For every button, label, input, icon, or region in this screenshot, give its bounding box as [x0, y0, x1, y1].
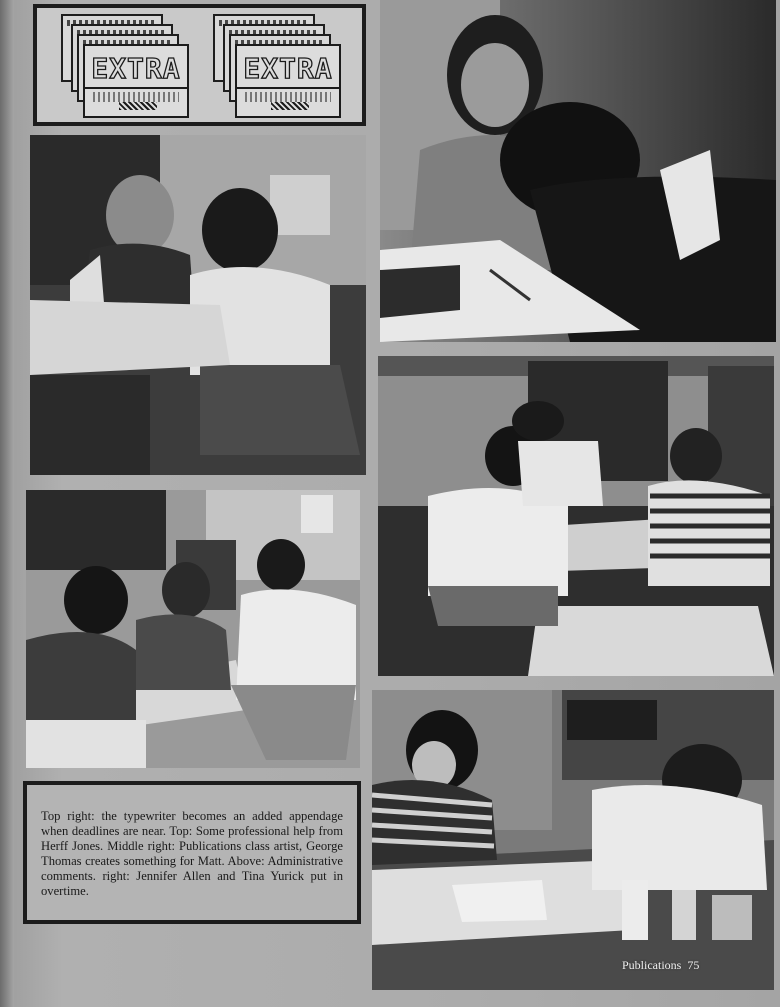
- extra-word: EXTRA: [85, 52, 187, 89]
- dotted-lines: [93, 92, 179, 102]
- extra-graphic-left: [61, 14, 191, 118]
- photo-top-right: [380, 0, 776, 342]
- folio-section: Publications: [622, 958, 682, 972]
- extra-banner: [33, 4, 366, 126]
- dotted-lines: [245, 92, 331, 102]
- photo-top-left: [30, 135, 366, 475]
- photo-middle-left: [26, 490, 360, 768]
- hatched-stripe: [271, 102, 309, 110]
- caption-box: [23, 781, 361, 924]
- hatched-stripe: [119, 102, 157, 110]
- page-folio: [622, 958, 734, 973]
- folio-page-number: 75: [687, 958, 700, 972]
- extra-word: EXTRA: [237, 52, 339, 89]
- caption-text: Top right: the typewriter becomes an added appendage when deadlines are near. Top: Some professional help from Herff Jones. Middle right: Publications class artist, George Thomas creates something for Matt. Above: Administrative comments. right: Jennifer Allen and Tina Yurick put in overtime.: [41, 809, 343, 898]
- photo-middle-right: [378, 356, 774, 676]
- extra-graphic-right: [213, 14, 343, 118]
- page-spine-shadow: [0, 0, 14, 1007]
- photo-bottom-right: [372, 690, 774, 990]
- extra-card-front: [235, 44, 341, 118]
- extra-card-front: [83, 44, 189, 118]
